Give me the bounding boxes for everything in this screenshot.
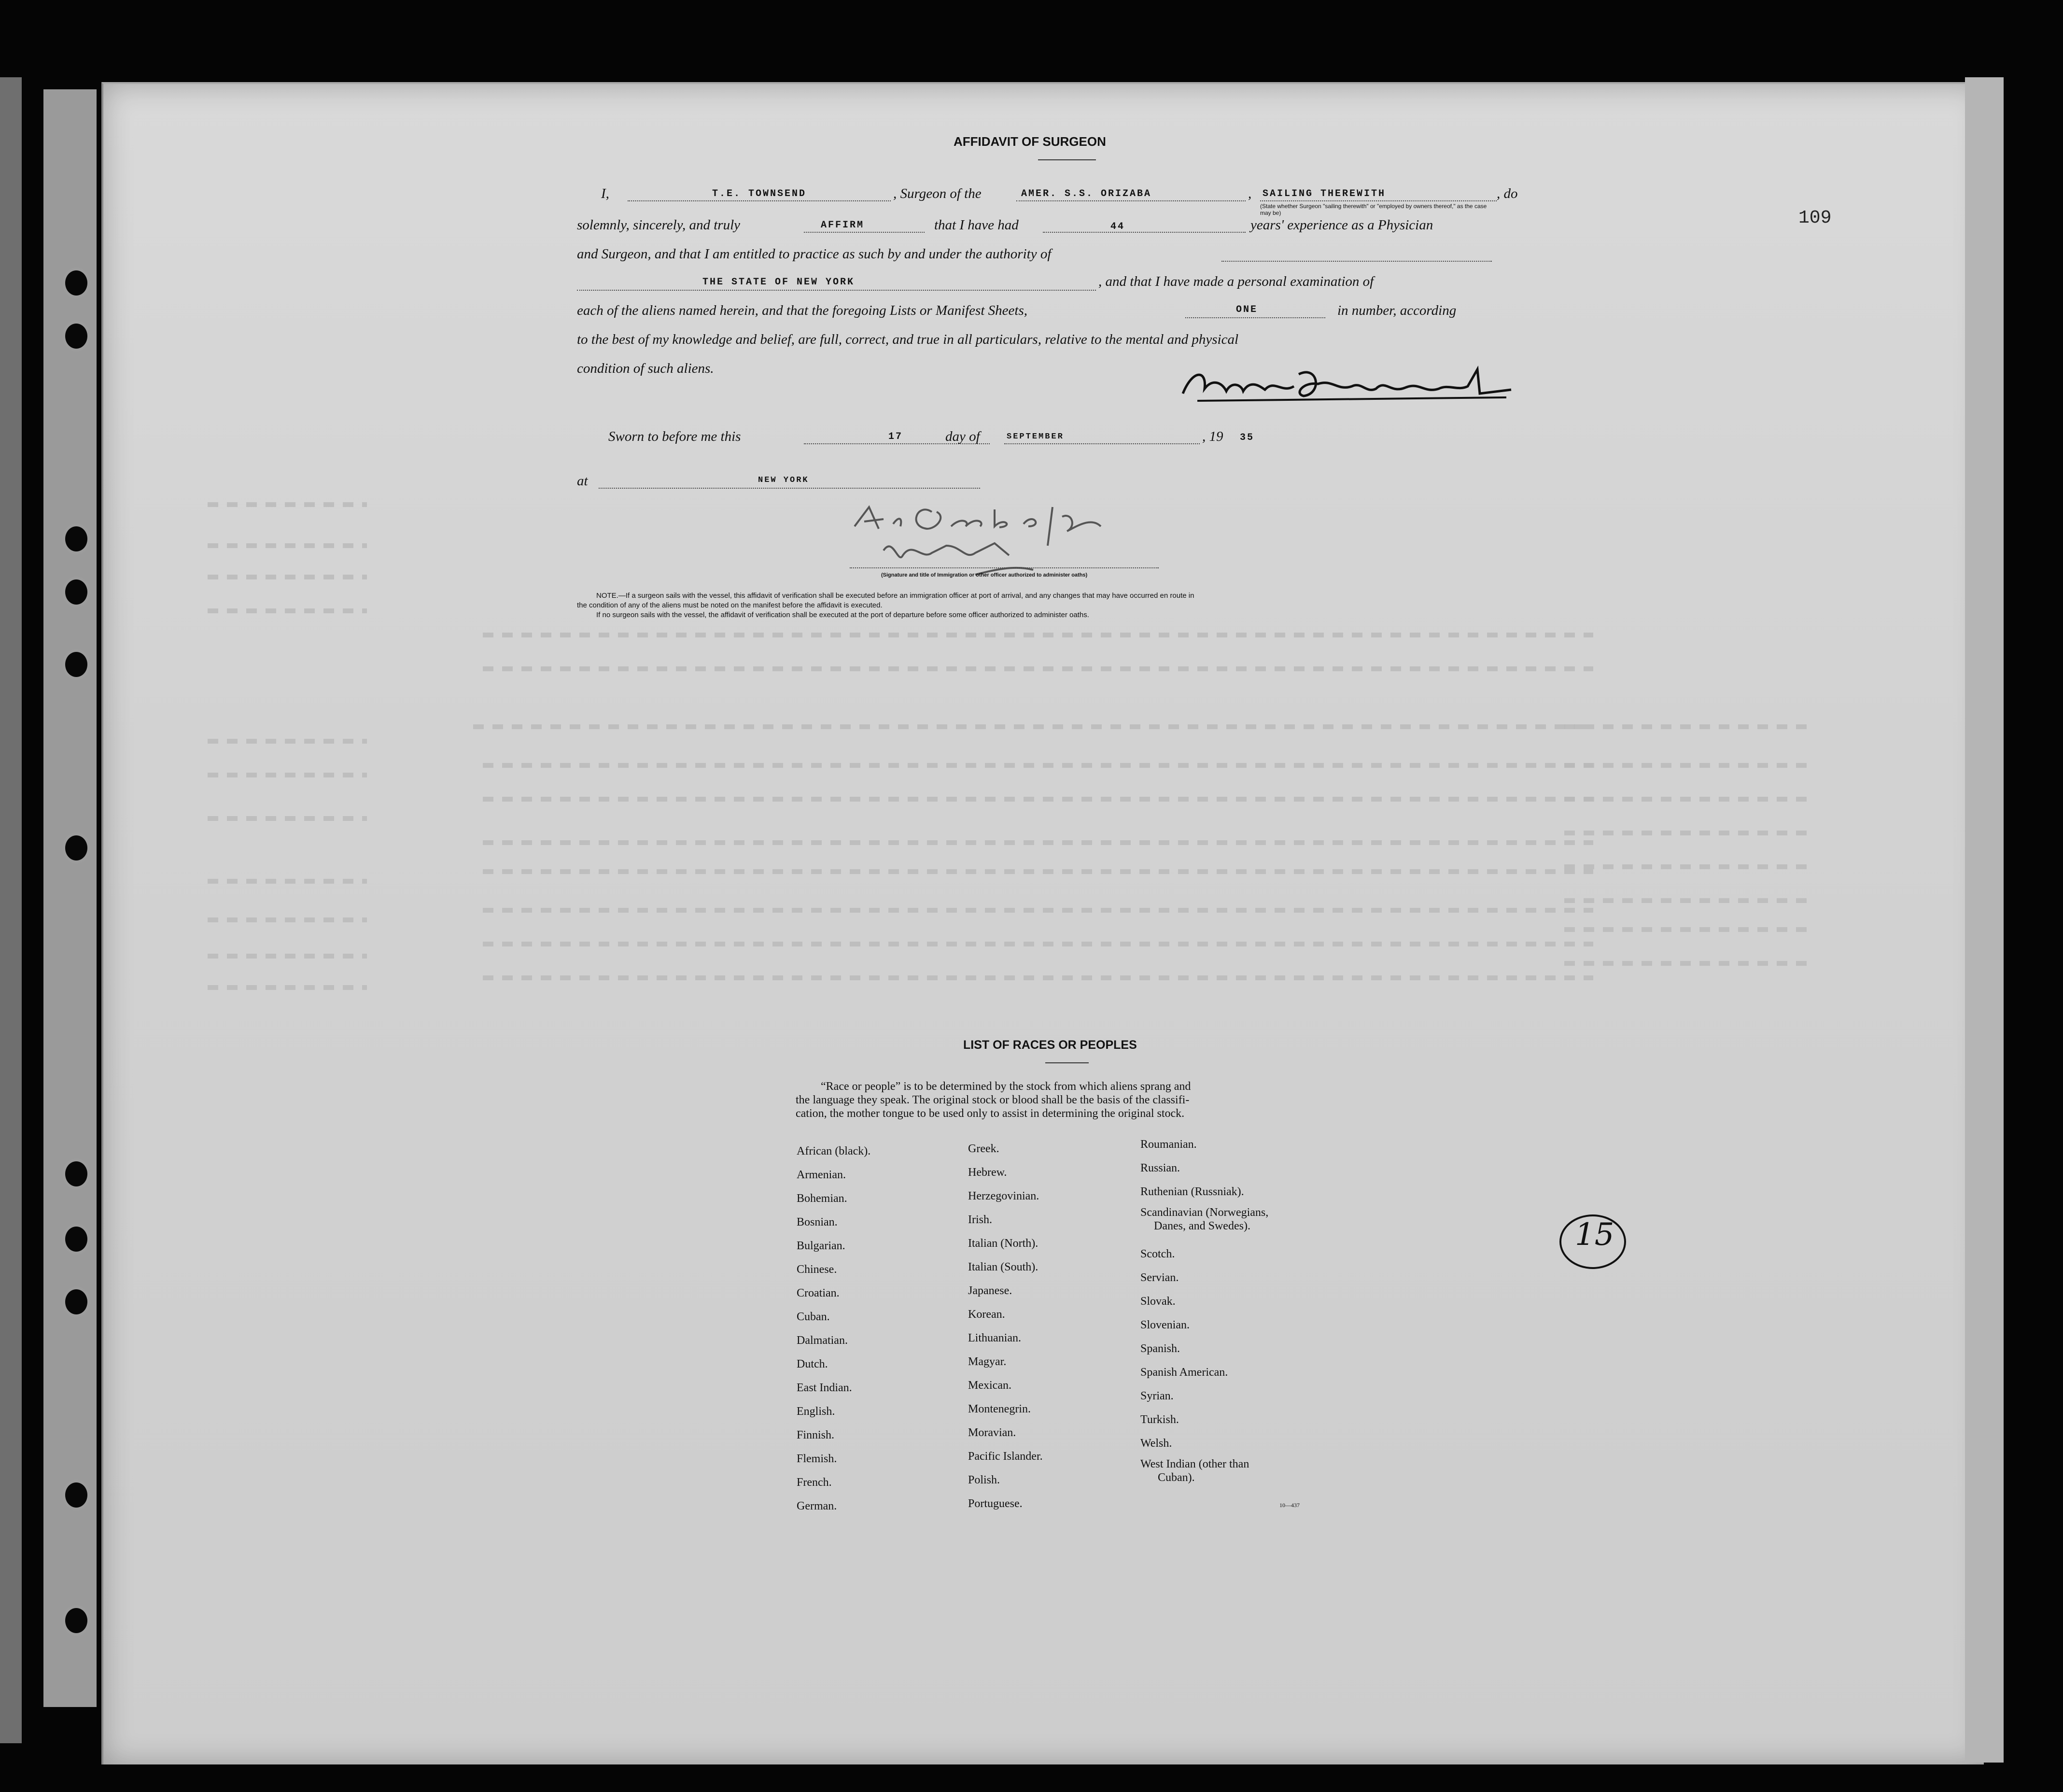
binding-hole: [65, 1608, 87, 1633]
race-item: Scotch.: [1140, 1248, 1175, 1260]
sworn-day: 17: [888, 431, 903, 442]
race-item: Cuban.: [797, 1311, 830, 1323]
sworn-text: Sworn to before me this: [608, 429, 741, 444]
years-experience-text: years' experience as a Physician: [1250, 217, 1433, 233]
authority-value: THE STATE OF NEW YORK: [702, 277, 855, 288]
sworn-year: 35: [1240, 432, 1255, 443]
race-item: Finnish.: [797, 1429, 835, 1441]
sworn-place: NEW YORK: [758, 476, 809, 485]
manifest-sheets-text: each of the aliens named herein, and that the foregoing Lists or Manifest Sheets,: [577, 303, 1027, 318]
race-item: Korean.: [968, 1308, 1005, 1321]
authority-text: and Surgeon, and that I am entitled to practice as such by and under the authority of: [577, 246, 1052, 262]
year-prefix: , 19: [1202, 429, 1223, 444]
races-intro-3: cation, the mother tongue to be used only to assist in determining the original stock.: [796, 1107, 1185, 1120]
race-item: Polish.: [968, 1474, 1000, 1486]
race-item: Irish.: [968, 1213, 992, 1226]
race-item: Welsh.: [1140, 1437, 1172, 1450]
blank-line: [599, 488, 980, 489]
vessel-name: AMER. S.S. ORIZABA: [1021, 188, 1152, 199]
race-item: Syrian.: [1140, 1390, 1174, 1402]
race-item: Scandinavian (Norwegians,: [1140, 1206, 1269, 1219]
note-line-1: NOTE.—If a surgeon sails with the vessel, this affidavit of verification shall be executed before an immigration officer at port of arrival, and any changes that may have occurred en route in: [596, 592, 1194, 600]
race-item: Mexican.: [968, 1379, 1011, 1392]
affidavit-i: I,: [601, 186, 609, 201]
condition-text: condition of such aliens.: [577, 361, 714, 376]
surgeon-signature: [1178, 360, 1516, 408]
binding-hole: [65, 526, 87, 551]
race-item: Turkish.: [1140, 1413, 1179, 1426]
sailing-status: SAILING THEREWITH: [1263, 188, 1386, 199]
do-text: , do: [1497, 186, 1518, 201]
race-item: Montenegrin.: [968, 1403, 1031, 1415]
blank-line: [1221, 261, 1492, 262]
blank-line: [1016, 200, 1246, 201]
circled-number: 15: [1575, 1217, 1614, 1253]
race-item: Italian (South).: [968, 1261, 1039, 1273]
race-item: French.: [797, 1476, 832, 1489]
race-item: Pacific Islander.: [968, 1450, 1043, 1463]
sailing-note: (State whether Surgeon "sailing therewith" or "employed by owners thereof," as the case may be): [1260, 203, 1487, 216]
race-item: Chinese.: [797, 1263, 837, 1276]
surgeon-name: T.E. TOWNSEND: [712, 188, 807, 199]
years-experience: 44: [1110, 221, 1125, 232]
at-label: at: [577, 473, 588, 489]
race-item: German.: [797, 1500, 837, 1512]
race-item: Spanish American.: [1140, 1366, 1228, 1379]
blank-line: [577, 290, 1096, 291]
race-item: Portuguese.: [968, 1497, 1023, 1510]
binding-hole: [65, 652, 87, 677]
binding-hole: [65, 1161, 87, 1186]
race-item: English.: [797, 1405, 835, 1418]
form-number: 10—437: [1279, 1502, 1300, 1509]
race-item: East Indian.: [797, 1382, 852, 1394]
race-item: Bosnian.: [797, 1216, 838, 1228]
races-column-2: [968, 1137, 1043, 1516]
race-item: Bohemian.: [797, 1192, 847, 1205]
day-of-text: day of: [945, 429, 980, 444]
knowledge-text: to the best of my knowledge and belief, are full, correct, and true in all particulars, relative to the mental and physical: [577, 332, 1239, 347]
race-item-continuation: Danes, and Swedes).: [1154, 1220, 1250, 1232]
affirm-value: AFFIRM: [821, 220, 865, 231]
races-intro-2: the language they speak. The original stock or blood shall be the basis of the classifi-: [796, 1094, 1190, 1106]
sheet-count: ONE: [1236, 304, 1258, 315]
race-item: Moravian.: [968, 1426, 1016, 1439]
race-item: Lithuanian.: [968, 1332, 1021, 1344]
note-line-3: If no surgeon sails with the vessel, the affidavit of verification shall be executed at the port of departure before some officer authorized to administer oaths.: [596, 611, 1089, 619]
title-rule: [1038, 159, 1096, 160]
binding-hole: [65, 835, 87, 861]
page-number: 109: [1798, 208, 1832, 228]
race-item: Slovenian.: [1140, 1319, 1190, 1331]
race-item: Dutch.: [797, 1358, 828, 1370]
race-item: Dalmatian.: [797, 1334, 848, 1347]
race-item: Magyar.: [968, 1355, 1007, 1368]
races-title-rule: [1045, 1062, 1089, 1063]
races-column-1: [797, 1140, 870, 1518]
blank-line: [1004, 443, 1200, 444]
race-item-continuation: Cuban).: [1158, 1471, 1195, 1484]
blank-line: [1185, 317, 1325, 318]
blank-line: [1260, 200, 1497, 201]
blank-line: [1043, 232, 1246, 233]
blank-line: [628, 200, 891, 201]
binding-hole: [65, 1227, 87, 1252]
race-item: Hebrew.: [968, 1166, 1007, 1179]
note-line-2: the condition of any of the aliens must be noted on the manifest before the affidavit is executed.: [577, 601, 883, 609]
races-column-3: [1140, 1135, 1268, 1484]
sworn-month: SEPTEMBER: [1007, 432, 1064, 441]
race-item: West Indian (other than: [1140, 1458, 1249, 1470]
affidavit-title: AFFIDAVIT OF SURGEON: [954, 134, 1106, 149]
officer-caption: (Signature and title of Immigration or other officer authorized to administer oaths): [881, 572, 1088, 578]
race-item: Japanese.: [968, 1284, 1012, 1297]
comma-text: ,: [1248, 186, 1252, 201]
race-item: Armenian.: [797, 1169, 846, 1181]
race-item: Greek.: [968, 1143, 999, 1155]
binding-hole: [65, 270, 87, 296]
solemnly-text: solemnly, sincerely, and truly: [577, 217, 741, 233]
scanner-edge-strip: [0, 77, 22, 1743]
races-intro-1: “Race or people” is to be determined by the stock from which aliens sprang and: [821, 1080, 1191, 1093]
surgeon-of-text: , Surgeon of the: [893, 186, 982, 201]
blank-line: [804, 232, 925, 233]
right-edge-strip: [1965, 77, 2004, 1763]
race-item: Italian (North).: [968, 1237, 1039, 1250]
personal-examination-text: , and that I have made a personal examination of: [1098, 274, 1374, 289]
race-item: Ruthenian (Russniak).: [1140, 1185, 1244, 1198]
binding-hole: [65, 1289, 87, 1314]
race-item: Herzegovinian.: [968, 1190, 1039, 1202]
race-item: Russian.: [1140, 1162, 1180, 1174]
race-item: Flemish.: [797, 1453, 837, 1465]
officer-signature-line: [850, 567, 1159, 568]
that-i-have-had-text: that I have had: [934, 217, 1019, 233]
race-item: Slovak.: [1140, 1295, 1176, 1308]
binding-hole: [65, 579, 87, 605]
binding-hole: [65, 324, 87, 349]
race-item: Croatian.: [797, 1287, 840, 1299]
race-item: African (black).: [797, 1145, 871, 1157]
race-item: Roumanian.: [1140, 1138, 1197, 1151]
race-item: Servian.: [1140, 1271, 1179, 1284]
race-item: Spanish.: [1140, 1342, 1180, 1355]
binding-hole: [65, 1482, 87, 1508]
in-number-text: in number, according: [1337, 303, 1457, 318]
race-item: Bulgarian.: [797, 1240, 845, 1252]
races-title: LIST OF RACES OR PEOPLES: [963, 1038, 1137, 1052]
